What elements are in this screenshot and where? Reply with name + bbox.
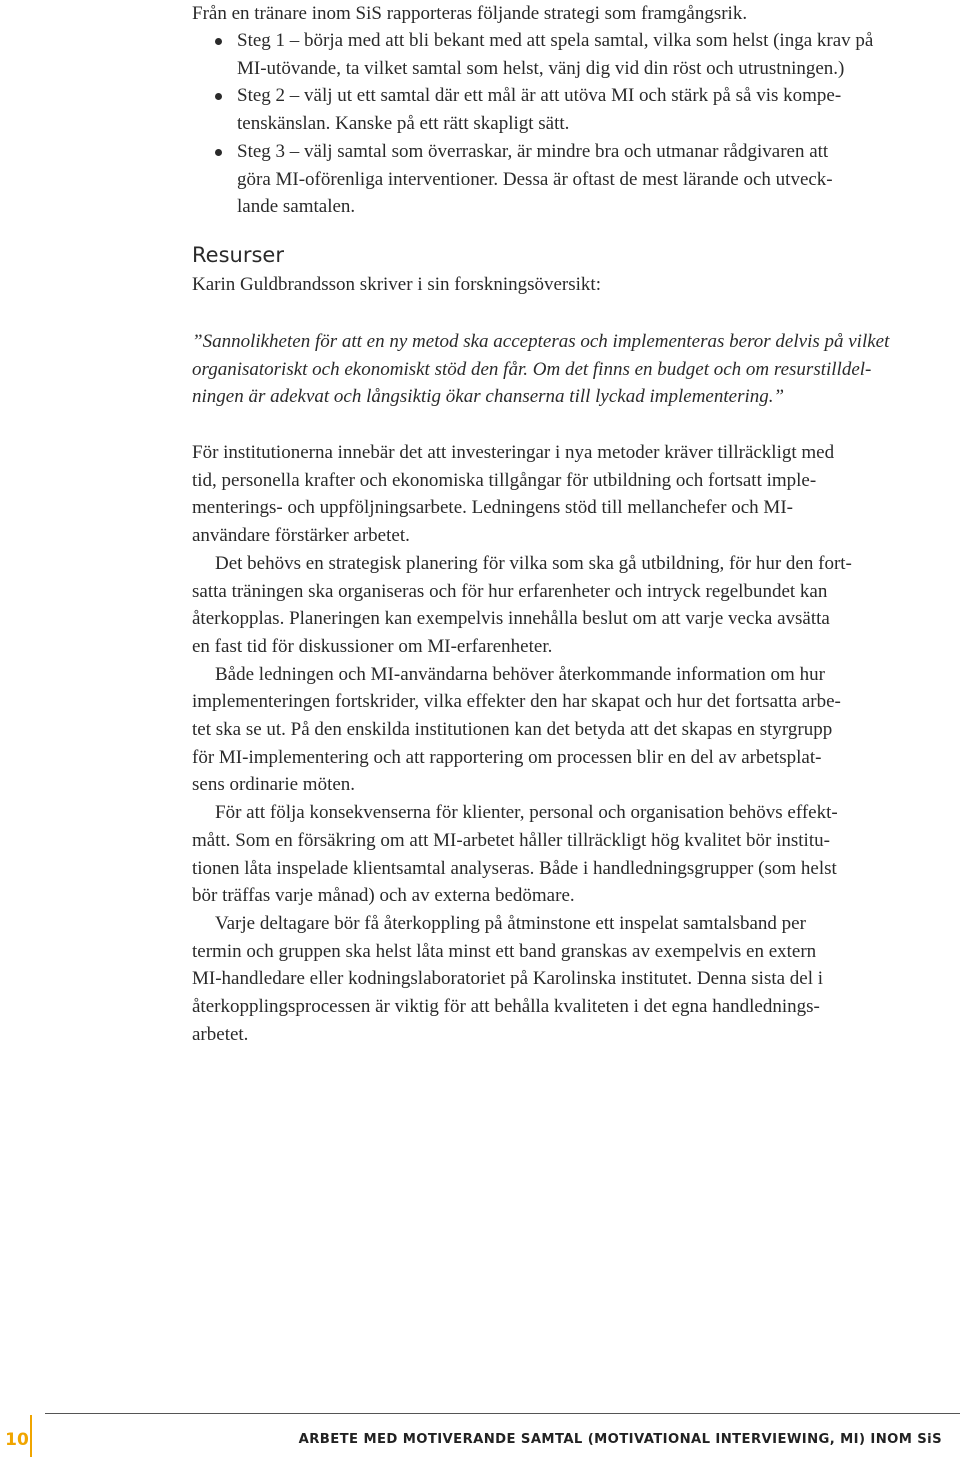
paragraph-line: användare förstärker arbetet. [192,525,410,547]
running-title: ARBETE MED MOTIVERANDE SAMTAL (MOTIVATIONAL INTERVIEWING, MI) INOM SiS [298,1432,942,1447]
intro-text: Från en tränare inom SiS rapporteras följande strategi som framgångsrik. [192,3,748,24]
list-item [192,138,937,221]
quote-line: ”Sannolikheten för att en ny metod ska accepteras och implementeras beror delvis på vilket [192,331,890,352]
paragraph-line: arbetet. [192,1023,249,1045]
paragraph-line: bör träffas varje månad) och av externa bedömare. [192,885,575,907]
bullet-icon [215,93,222,100]
paragraph [192,799,937,910]
strategy-list [192,27,937,221]
lead-text: Karin Guldbrandsson skriver i sin forskningsöversikt: [192,274,601,295]
list-item-line: tenskänslan. Kanske på ett rätt skapligt sätt. [237,113,570,135]
paragraph-line: sens ordinarie möten. [192,774,356,796]
paragraph-line: MI-handledare eller kodningslaboratoriet på Karolinska institutet. Denna sista del i [192,968,824,990]
section-heading: Resurser [192,243,284,267]
paragraph-line: För att följa konsekvenserna för klienter, personal och organisation behövs effekt- [215,802,838,824]
paragraph-line: termin och gruppen ska helst låta minst ett band granskas av exempelvis en extern [192,940,817,962]
paragraph-line: en fast tid för diskussioner om MI-erfarenheter. [192,635,553,657]
paragraph-line: för MI-implementering och att rapportering om processen blir en del av arbetsplat- [192,746,822,768]
list-item-line: lande samtalen. [237,196,356,218]
quote-line: organisatoriskt och ekonomiskt stöd den får. Om det finns en budget och om resurstilldel- [192,358,872,380]
paragraph-line: menterings- och uppföljningsarbete. Ledningens stöd till mellanchefer och MI- [192,497,793,519]
page-number: 10 [5,1430,29,1450]
paragraph-line: satta träningen ska organiseras och för hur erfarenheter och intryck regelbundet kan [192,580,828,602]
block-quote [192,328,937,411]
paragraph [192,910,937,1049]
paragraph [192,439,937,550]
quote-line: ningen är adekvat och långsiktig ökar chanserna till lyckad implementering.” [192,386,785,408]
paragraph-line: Det behövs en strategisk planering för vilka som ska gå utbildning, för hur den fort- [215,552,852,574]
paragraph-line: tionen låta inspelade klientsamtal analyseras. Både i handledningsgrupper (som helst [192,857,837,879]
bullet-icon [215,149,222,156]
body-text [192,439,937,1048]
paragraph-line: återkopplas. Planeringen kan exempelvis innehålla beslut om att varje vecka avsätta [192,608,830,630]
list-item-line: MI-utövande, ta vilket samtal som helst, vänj dig vid din röst och utrustningen.) [237,57,845,79]
paragraph-line: återkopplingsprocessen är viktig för att behålla kvaliteten i det egna handlednings- [192,996,820,1018]
paragraph-line: tid, personella krafter och ekonomiska tillgångar för utbildning och fortsatt imple- [192,469,817,491]
list-item-line: Steg 3 – välj samtal som överraskar, är mindre bra och utmanar rådgivaren att [237,140,829,162]
list-item-line: göra MI-oförenliga interventioner. Dessa är oftast de mest lärande och utveck- [237,168,833,190]
paragraph-line: Varje deltagare bör få återkoppling på åtminstone ett inspelat samtalsband per [215,912,806,934]
list-item-line: Steg 2 – välj ut ett samtal där ett mål är att utöva MI och stärk på så vis kompe- [237,85,842,107]
bullet-icon [215,38,222,45]
paragraph-line: tet ska se ut. På den enskilda institutionen kan det betyda att det skapas en styrgrupp [192,719,833,741]
list-item [192,82,937,137]
footer-divider [45,1413,960,1414]
paragraph-line: mått. Som en försäkring om att MI-arbetet håller tillräckligt hög kvalitet bör institu- [192,829,830,851]
paragraph-line: implementeringen fortskrider, vilka effekter den har skapat och hur det fortsatta arbe- [192,691,841,713]
paragraph-line: För institutionerna innebär det att investeringar i nya metoder kräver tillräckligt med [192,442,835,463]
paragraph [192,550,937,661]
paragraph [192,661,937,800]
paragraph-line: Både ledningen och MI-användarna behöver återkommande information om hur [215,663,825,685]
list-item-line: Steg 1 – börja med att bli bekant med att spela samtal, vilka som helst (inga krav på [237,30,874,51]
list-item [192,27,937,82]
